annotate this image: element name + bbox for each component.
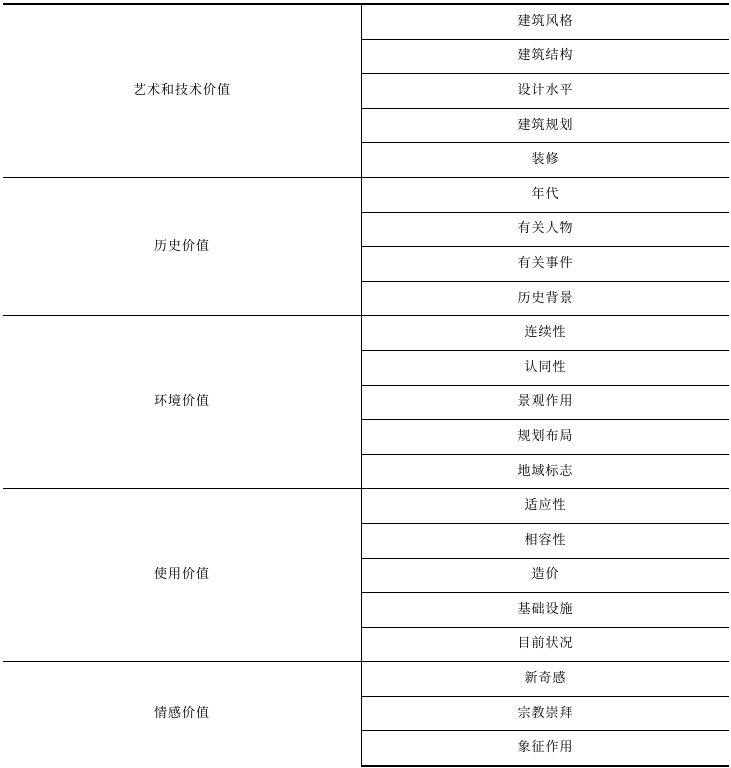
item-cell: 地域标志 bbox=[362, 454, 730, 489]
item-cell: 设计水平 bbox=[362, 74, 730, 109]
item-cell: 适应性 bbox=[362, 489, 730, 524]
value-table bbox=[3, 3, 729, 767]
item-cell: 装修 bbox=[362, 143, 730, 178]
item-cell: 建筑规划 bbox=[362, 108, 730, 143]
item-cell: 目前状况 bbox=[362, 627, 730, 662]
item-cell: 基础设施 bbox=[362, 593, 730, 628]
category-cell: 艺术和技术价值 bbox=[3, 4, 362, 177]
table-row bbox=[3, 316, 729, 351]
item-cell: 造价 bbox=[362, 558, 730, 593]
table-row bbox=[3, 489, 729, 524]
table-row bbox=[3, 177, 729, 212]
item-cell: 有关人物 bbox=[362, 212, 730, 247]
item-cell: 相容性 bbox=[362, 523, 730, 558]
category-cell: 情感价值 bbox=[3, 662, 362, 766]
table-row bbox=[3, 4, 729, 39]
item-cell: 认同性 bbox=[362, 350, 730, 385]
item-cell: 连续性 bbox=[362, 316, 730, 351]
category-cell: 使用价值 bbox=[3, 489, 362, 662]
item-cell: 规划布局 bbox=[362, 420, 730, 455]
item-cell: 历史背景 bbox=[362, 281, 730, 316]
item-cell: 景观作用 bbox=[362, 385, 730, 420]
item-cell: 年代 bbox=[362, 177, 730, 212]
category-cell: 环境价值 bbox=[3, 316, 362, 489]
item-cell: 新奇感 bbox=[362, 662, 730, 697]
item-cell: 建筑结构 bbox=[362, 39, 730, 74]
item-cell: 有关事件 bbox=[362, 247, 730, 282]
table-row bbox=[3, 662, 729, 697]
item-cell: 宗教崇拜 bbox=[362, 696, 730, 731]
value-table-body bbox=[3, 4, 729, 766]
item-cell: 象征作用 bbox=[362, 731, 730, 766]
category-cell: 历史价值 bbox=[3, 177, 362, 315]
item-cell: 建筑风格 bbox=[362, 4, 730, 39]
